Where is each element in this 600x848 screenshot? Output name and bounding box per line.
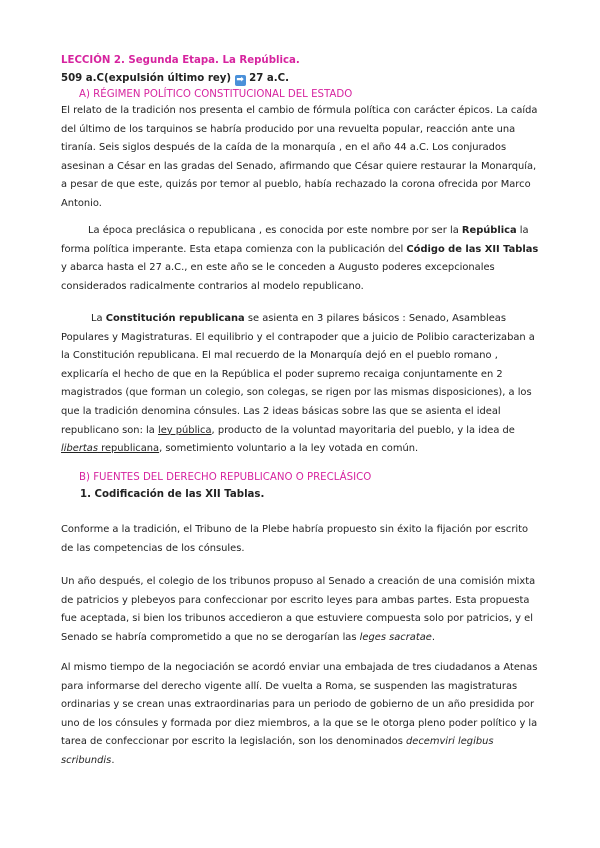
paragraph-2 xyxy=(61,222,541,296)
para3-ley-publica: ley pública xyxy=(157,424,212,436)
para6-text-1: Al mismo tiempo de la negociación se acordó enviar una embajada de tres ciudadanos a Atenas para informarse del derecho vigente allí. De vuelta a Roma, se suspenden las magistraturas ordinarias y se crean unas extraordinarias para un periodo de gobierno de un año presidida por uno de los cónsules y formada por diez miembros, a la que se le otorga pleno poder político y la tarea de confeccionar por escrito la legislación, son los denominados xyxy=(61,662,538,748)
para2-text-2: la forma política imperante. Esta etapa comienza con la publicación del xyxy=(61,225,529,255)
para3-republicana: republicana xyxy=(97,443,160,455)
para2-text-3: y abarca hasta el 27 a.C., en este año se le conceden a Augusto poderes excepcionales considerados radicalmente contrarios al modelo republicano. xyxy=(61,262,495,292)
item-1-heading: 1. Codificación de las XII Tablas. xyxy=(80,489,265,500)
para6-decemviri: decemviri legibus scribundis xyxy=(61,736,494,766)
lesson-title: LECCIÓN 2. Segunda Etapa. La República. xyxy=(61,55,300,66)
para5-leges-sacratae: leges sacratae xyxy=(359,631,432,643)
section-b-heading: B) FUENTES DEL DERECHO REPUBLICANO O PRECLÁSICO xyxy=(79,472,372,483)
paragraph-1: El relato de la tradición nos presenta el cambio de fórmula política con carácter épicos. La caída del último de los tarquinos se habría producido por una revuelta popular, reacción ante una tiranía. Seis siglos después de la caída de la monarquía , en el año 44 a.C. Los conjurados asesinan a César en las gradas del Senado, afirmando que César quiere restaurar la Monarquía, a pesar de que este, quizás por temor al pueblo, había rechazado la corona ofrecida por Marco Antonio. xyxy=(61,105,538,209)
para3-text-3: , producto de la voluntad mayoritaria del pueblo, y la idea de xyxy=(211,424,515,436)
paragraph-5 xyxy=(61,573,541,647)
para3-text-1: La xyxy=(91,313,106,324)
para3-text-2: se asienta en 3 pilares básicos : Senado, Asambleas Populares y Magistraturas. El equilibrio y el contrapoder que a juicio de Polibio caracterizaban a la Constitución republicana. El mal recuerdo de la Monarquía dejó en el pueblo romano , explicaría el hecho de que en la República el poder supremo recaiga conjuntamente en 2 magistrados (que forman un colegio, son colegas, se rigen por las mismas disposiciones), a los que la tradición denomina cónsules. Las 2 ideas básicas sobre las que se asienta el ideal republicano son: la xyxy=(61,313,535,436)
paragraph-6 xyxy=(61,659,541,771)
arrow-right-icon: ➡ xyxy=(236,75,244,85)
paragraph-4: Conforme a la tradición, el Tribuno de la Plebe habría propuesto sin éxito la fijación por escrito de las competencias de los cónsules. xyxy=(61,524,529,554)
para3-libertas: libertas xyxy=(61,443,98,455)
date-end: 27 a.C. xyxy=(249,73,289,84)
para2-bold-codigo: Código de las XII Tablas xyxy=(406,243,539,255)
para6-text-2: . xyxy=(111,754,115,766)
section-a-heading: A) RÉGIMEN POLÍTICO CONSTITUCIONAL DEL ESTADO xyxy=(79,89,353,100)
para3-text-4: , sometimiento voluntario a la ley votada en común. xyxy=(159,443,419,455)
para2-text-1: La época preclásica o republicana , es conocida por este nombre por ser la xyxy=(88,225,462,236)
paragraph-3 xyxy=(61,310,541,459)
para2-bold-republica: República xyxy=(461,225,517,236)
date-start: 509 a.C(expulsión último rey) xyxy=(61,73,232,84)
para3-bold-constitucion: Constitución republicana xyxy=(105,313,245,324)
para5-text-2: . xyxy=(431,631,435,643)
para5-text-1: Un año después, el colegio de los tribunos propuso al Senado a creación de una comisión mixta de patricios y plebeyos para confeccionar por escrito leyes para ambas partes. Esta propuesta fue aceptada, si bien los tribunos accedieron a que estuviere compuesta solo por patricios, y el Senado se habría comprometido a que no se derogarían las xyxy=(61,576,536,643)
